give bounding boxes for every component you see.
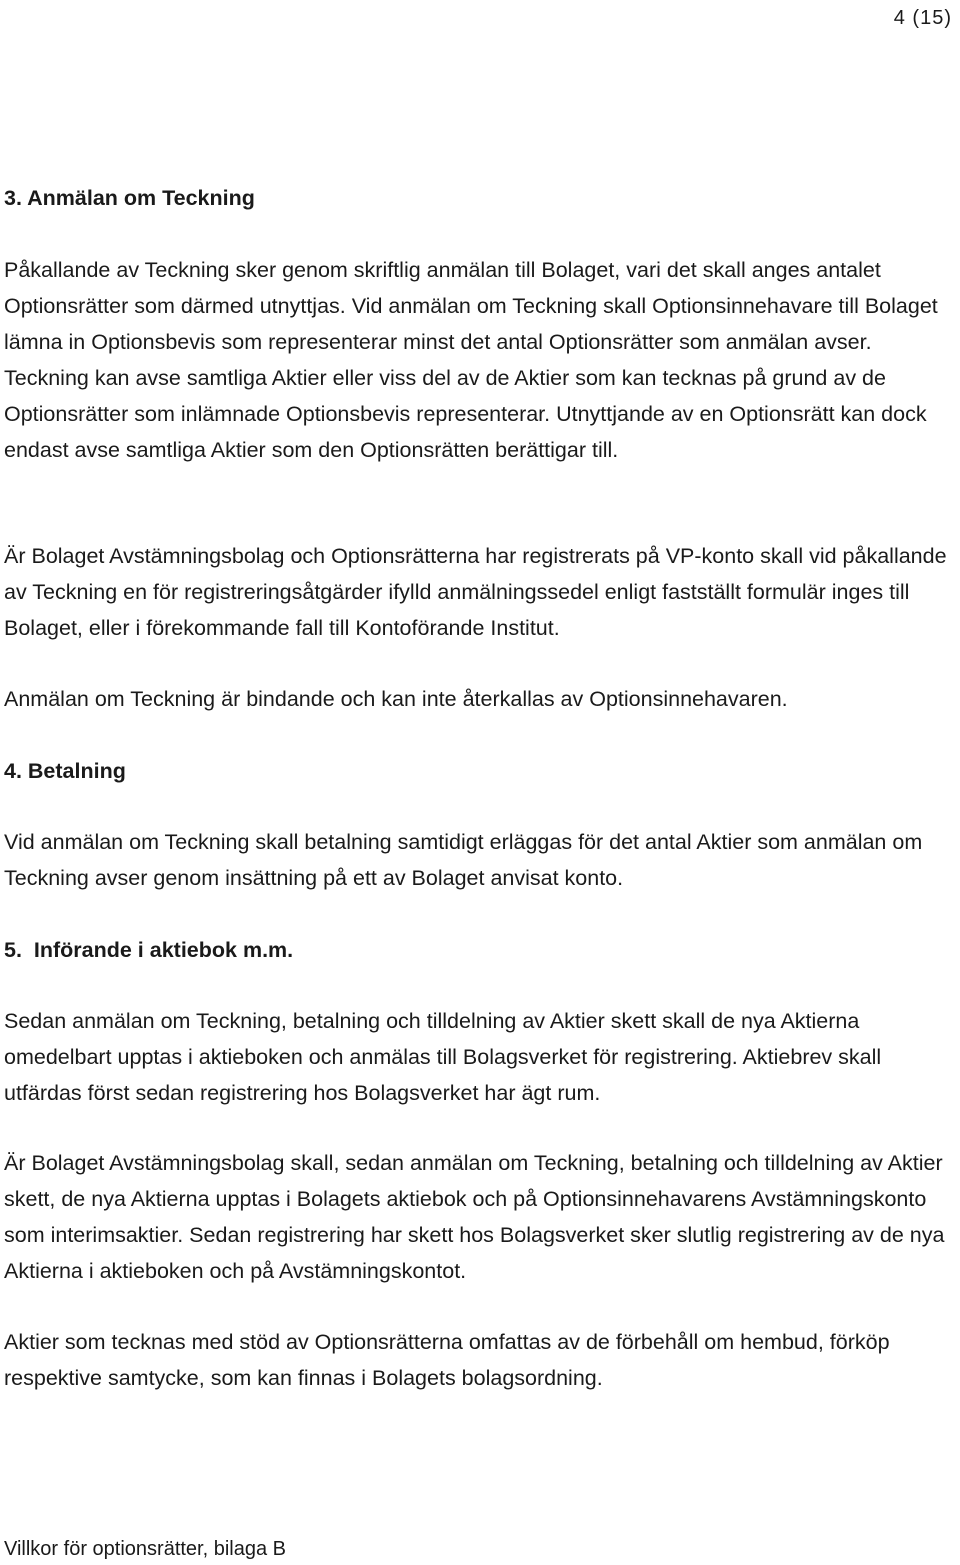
section-3-paragraph-1: Påkallande av Teckning sker genom skriftlig anmälan till Bolaget, vari det skall anges antalet Optionsrätter som därmed utnyttjas. Vid anmälan om Teckning skall Optionsinnehavare till Bolaget lämna in Optionsbevis som representerar minst det antal Optionsrätter som anmälan avser. Teckning kan avse samtliga Aktier eller viss del av de Aktier som kan tecknas på grund av de Optionsrätter som inlämnade Optionsbevis representerar. Utnyttjande av en Optionsrätt kan dock endast avse samtliga Aktier som den Optionsrätten berättigar till. [4, 258, 938, 462]
section-5-paragraph-1: Sedan anmälan om Teckning, betalning och tilldelning av Aktier skett skall de nya Aktierna omedelbart upptas i aktieboken och anmälas till Bolagsverket för registrering. Aktiebrev skall utfärdas först sedan registrering hos Bolagsverket har ägt rum. [4, 1009, 882, 1105]
section-3-paragraph-2: Är Bolaget Avstämningsbolag och Optionsrätterna har registrerats på VP-konto skall vid påkallande av Teckning en för registreringsåtgärder ifylld anmälningssedel enligt fastställt formulär inges till Bolaget, eller i förekommande fall till Kontoförande Institut. [4, 544, 947, 640]
section-3-heading: 3. Anmälan om Teckning [4, 186, 255, 210]
footer-text: Villkor för optionsrätter, bilaga B [4, 1538, 287, 1560]
section-3-paragraph-3: Anmälan om Teckning är bindande och kan inte återkallas av Optionsinnehavaren. [4, 687, 788, 711]
section-5-paragraph-3: Aktier som tecknas med stöd av Optionsrätterna omfattas av de förbehåll om hembud, förköp respektive samtycke, som kan finnas i Bolagets bolagsordning. [4, 1330, 890, 1390]
section-5-heading: 5. Införande i aktiebok m.m. [4, 938, 294, 962]
section-4-paragraph-1: Vid anmälan om Teckning skall betalning samtidigt erläggas för det antal Aktier som anmälan om Teckning avser genom insättning på ett av Bolaget anvisat konto. [4, 830, 923, 890]
section-5-paragraph-2: Är Bolaget Avstämningsbolag skall, sedan anmälan om Teckning, betalning och tilldelning av Aktier skett, de nya Aktierna upptas i Bolagets aktiebok och på Optionsinnehavarens Avstämningskonto som interimsaktier. Sedan registrering har skett hos Bolagsverket sker slutlig registrering av de nya Aktierna i aktieboken och på Avstämningskontot. [4, 1151, 945, 1283]
page-number: 4 (15) [893, 7, 952, 29]
section-4-heading: 4. Betalning [4, 759, 126, 783]
